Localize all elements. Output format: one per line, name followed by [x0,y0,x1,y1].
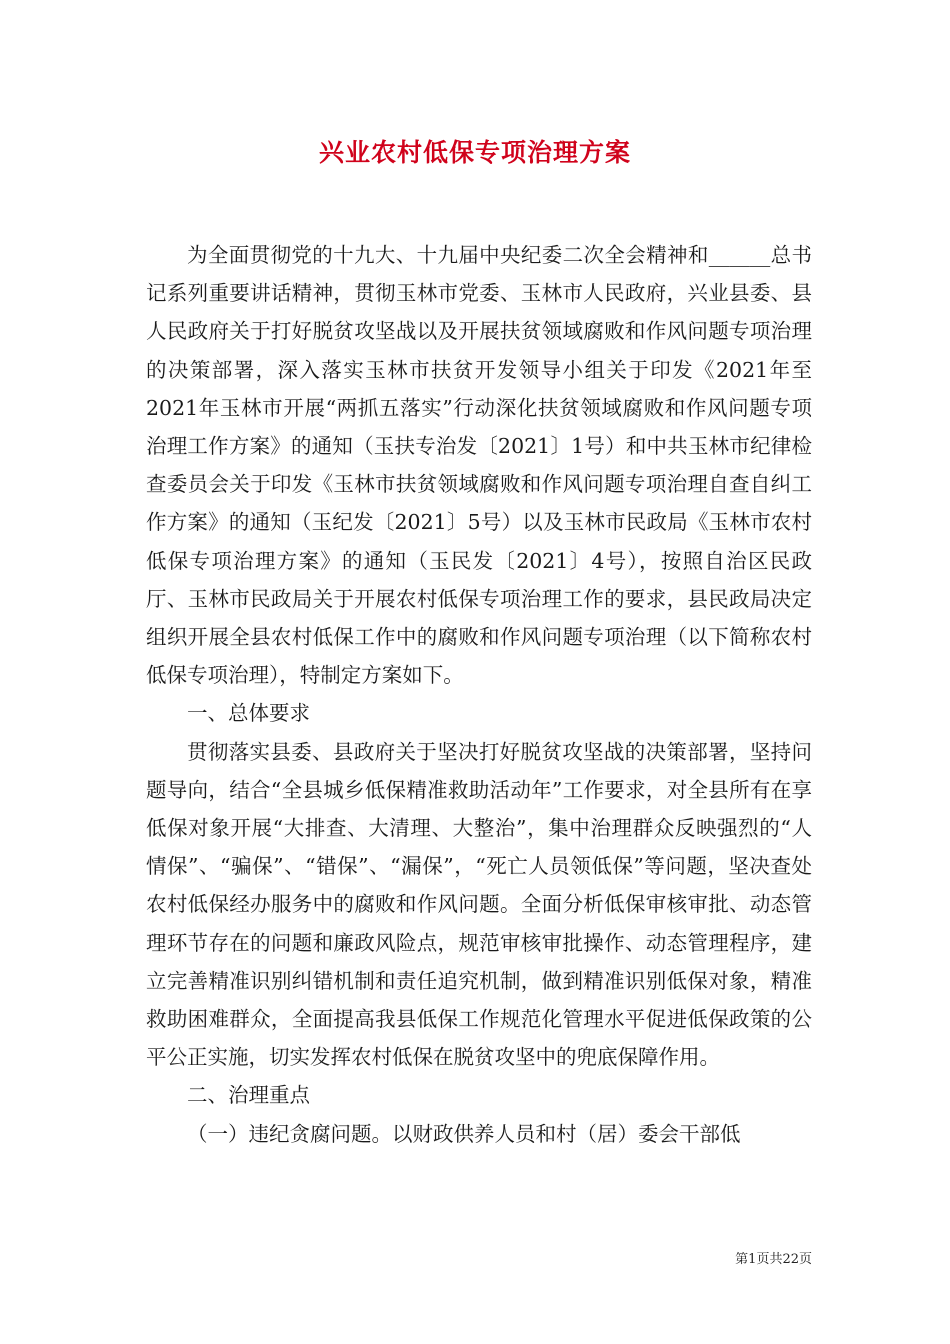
general-requirements-paragraph: 贯彻落实县委、县政府关于坚决打好脱贫攻坚战的决策部署，坚持问题导向，结合“全县城乡低保精准救助活动年”工作要求，对全县所有在享低保对象开展“大排查、大清理、大整治”，集中治理群众反映强烈的“人情保”、“骗保”、“错保”、“漏保”，“死亡人员领低保”等问题，坚决查处农村低保经办服务中的腐败和作风问题。全面分析低保审核审批、动态管理环节存在的问题和廉政风险点，规范审核审批操作、动态管理程序，建立完善精准识别纠错机制和责任追究机制，做到精准识别低保对象，精准救助困难群众，全面提高我县低保工作规范化管理水平促进低保政策的公平公正实施，切实发挥农村低保在脱贫攻坚中的兜底保障作用。 [146,739,812,1070]
page-number: 第1页共22页 [735,1252,812,1267]
intro-paragraph: 为全面贯彻党的十九大、十九届中央纪委二次全会精神和______总书记系列重要讲话精神，贯彻玉林市党委、玉林市人民政府，兴业县委、县人民政府关于打好脱贫攻坚战以及开展扶贫领域腐败和作风问题专项治理的决策部署，深入落实玉林市扶贫开发领导小组关于印发《2021年至2021年玉林市开展“两抓五落实”行动深化扶贫领域腐败和作风问题专项治理工作方案》的通知（玉扶专治发〔2021〕1号）和中共玉林市纪律检查委员会关于印发《玉林市扶贫领域腐败和作风问题专项治理自查自纠工作方案》的通知（玉纪发〔2021〕5号）以及玉林市民政局《玉林市农村低保专项治理方案》的通知（玉民发〔2021〕4号），按照自治区民政厅、玉林市民政局关于开展农村低保专项治理工作的要求，县民政局决定组织开展全县农村低保工作中的腐败和作风问题专项治理（以下简称农村低保专项治理），特制定方案如下。 [146,243,812,688]
document-title: 兴业农村低保专项治理方案 [318,138,631,167]
key-areas-paragraph: （一）违纪贪腐问题。以财政供养人员和村（居）委会干部低 [187,1121,741,1146]
section-heading-general-requirements: 一、总体要求 [187,701,310,726]
section-heading-key-areas: 二、治理重点 [187,1083,310,1108]
document-body [146,236,812,1153]
